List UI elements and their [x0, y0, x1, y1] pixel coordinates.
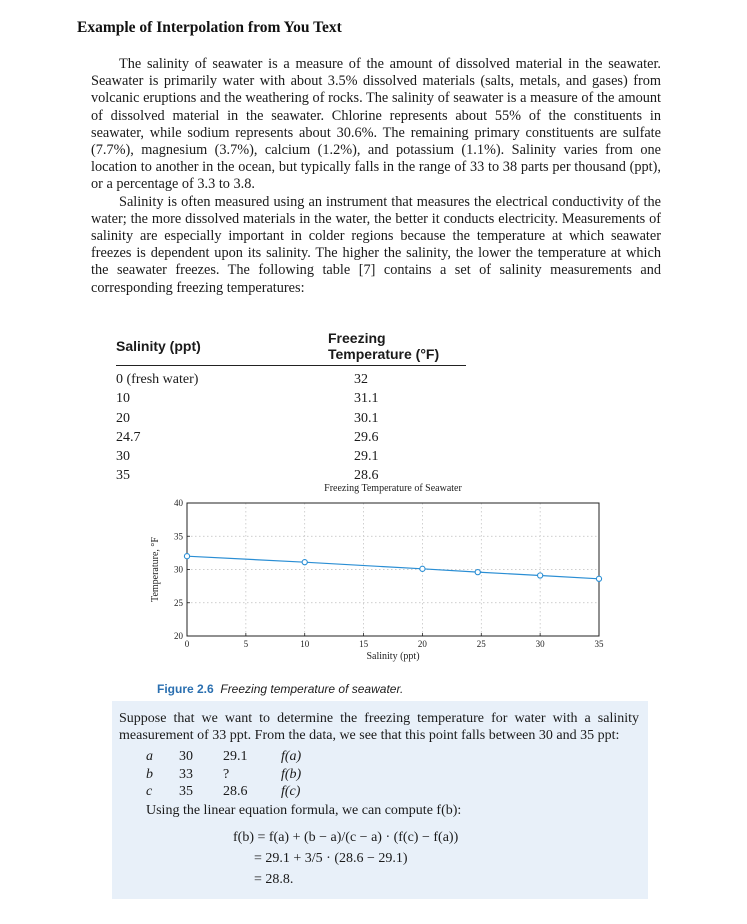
body-text: [91, 56, 661, 297]
table-cell-salinity: 24.7: [116, 429, 141, 445]
equation-line-2: = 29.1 + 3/5 · (28.6 − 29.1): [254, 851, 408, 866]
table-cell-temp: 31.1: [354, 391, 379, 407]
example-intro: Suppose that we want to determine the freezing temperature for water with a salinity measurement of 33 ppt. From the data, we see that this point falls between 30 and 35 ppt:: [119, 711, 639, 743]
equation-line-3: = 28.8.: [254, 872, 294, 887]
table-cell-salinity: 10: [116, 391, 130, 407]
data-point: [475, 570, 480, 575]
x-tick-label: 20: [417, 639, 427, 649]
interp-y: 28.6: [223, 784, 248, 799]
table-cell-temp: 32: [354, 372, 368, 387]
interp-label: c: [146, 784, 153, 799]
figure-number: Figure 2.6: [157, 682, 214, 696]
interp-x: 33: [179, 766, 193, 782]
y-tick-label: 25: [174, 597, 183, 608]
data-point: [596, 576, 601, 581]
table-row: [116, 447, 466, 466]
table-row: [116, 389, 466, 408]
plot-frame: [187, 503, 599, 636]
x-tick-label: 25: [476, 639, 486, 649]
data-point: [538, 573, 543, 578]
table-cell-salinity: 30: [116, 449, 130, 465]
x-tick-label: 30: [535, 639, 545, 649]
interp-label: b: [146, 766, 153, 782]
x-tick-label: 0: [184, 639, 190, 649]
table-row: [116, 409, 466, 428]
table-cell-temp: 30.1: [354, 410, 379, 426]
salinity-table: [116, 330, 466, 486]
interp-x: 30: [179, 749, 193, 764]
y-axis-label: Temperature, °F: [150, 537, 161, 602]
table-cell-salinity: 20: [116, 410, 130, 426]
interp-x: 35: [179, 784, 193, 799]
table-cell-salinity: 0 (fresh water): [116, 372, 199, 387]
table-cell-temp: 29.6: [354, 429, 379, 445]
interp-y: ?: [223, 766, 230, 782]
figure-caption-text: Freezing temperature of seawater.: [220, 682, 404, 696]
y-tick-label: 20: [174, 631, 183, 641]
interp-fn: f(a): [281, 749, 302, 764]
data-point: [184, 554, 189, 559]
freezing-temperature-chart: [140, 476, 620, 676]
table-row: [116, 428, 466, 447]
y-tick-label: 40: [174, 498, 183, 508]
figure-caption: [157, 682, 403, 696]
interp-row: [146, 748, 496, 766]
interp-y: 29.1: [223, 749, 248, 764]
interpolation-table: [146, 748, 496, 801]
x-tick-label: 15: [359, 639, 369, 649]
interp-row: [146, 766, 496, 784]
interp-fn: f(b): [281, 766, 302, 782]
table-cell-salinity: 35: [116, 468, 130, 484]
y-tick-label: 35: [174, 531, 183, 542]
equation-line-1: f(b) = f(a) + (b − a)/(c − a) · (f(c) − f(a)): [233, 830, 459, 845]
table-cell-temp: 29.1: [354, 449, 379, 465]
interp-row: [146, 783, 496, 801]
chart-title: Freezing Temperature of Seawater: [324, 483, 462, 494]
interp-fn: f(c): [281, 784, 301, 799]
paragraph-2: Salinity is often measured using an instrument that measures the electrical conductivity of the water; the more dissolved materials in the water, the better it conducts electricity. Measurements of salinity are especially important in colder regions because the temperature at which seawater freezes is dependent upon its salinity. The higher the salinity, the lower the temperature at which the seawater freezes. The following table [7] contains a set of salinity measurements and corresponding freezing temperatures:: [91, 193, 661, 296]
y-tick-label: 30: [174, 564, 183, 575]
x-axis-label: Salinity (ppt): [366, 651, 420, 662]
table-header-salinity: Salinity (ppt): [116, 330, 288, 366]
data-point: [420, 566, 425, 571]
x-tick-label: 5: [243, 639, 249, 649]
paragraph-1: The salinity of seawater is a measure of the amount of dissolved material in the seawater. Seawater is primarily water with about 3.5% dissolved materials (salts, metals, and gases) from volcanic eruptions and the weathering of rocks. The salinity of seawater is a measure of the amount of dissolved material in the seawater. Chlorine represents about 55% of the constituents in seawater, while sodium represents about 30.6%. The remaining primary constituents are sulfate (7.7%), magnesium (3.7%), calcium (1.2%), and potassium (1.1%). Salinity varies from one location to another in the ocean, but typically falls in the range of 33 to 38 parts per thousand (ppt), or a percentage of 3.3 to 3.8.: [91, 56, 661, 193]
compute-text: Using the linear equation formula, we can compute f(b):: [146, 803, 462, 818]
data-point: [302, 560, 307, 565]
x-tick-label: 35: [594, 639, 604, 649]
table-cell-temp: 28.6: [354, 468, 379, 484]
x-tick-label: 10: [300, 639, 310, 649]
table-header-freezing-temp: Freezing Temperature (°F): [288, 330, 466, 366]
section-title: Example of Interpolation from You Text: [77, 19, 342, 36]
table-row: [116, 366, 466, 390]
interp-label: a: [146, 749, 153, 764]
